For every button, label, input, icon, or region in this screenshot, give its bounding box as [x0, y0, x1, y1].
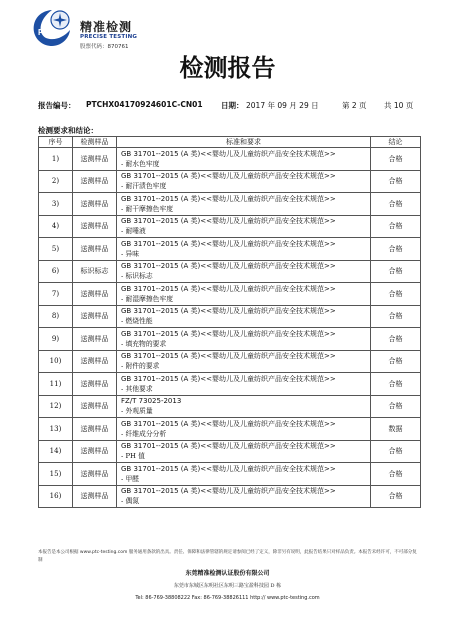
company-name: 东莞精准检测认证股份有限公司	[185, 570, 270, 577]
standard-name: GB 31701--2015 (A 类)<<婴幼儿及儿童纺织产品安全技术规范>>	[121, 149, 336, 158]
row-sample: 送测样品	[73, 283, 117, 306]
company-address: 东莞市东城区东明社区东明三路宝盈科技园 D 栋	[173, 583, 282, 589]
row-result: 合格	[371, 260, 421, 283]
test-item: - 耐唾液	[121, 227, 146, 236]
standard-name: GB 31701--2015 (A 类)<<婴幼儿及儿童纺织产品安全技术规范>>	[121, 217, 336, 226]
header-seq: 序号	[39, 137, 73, 148]
row-number: 16)	[39, 485, 73, 508]
row-sample: 送测样品	[73, 463, 117, 486]
row-number: 1)	[39, 148, 73, 171]
row-result: 合格	[371, 463, 421, 486]
header-standard: 标准和要求	[117, 137, 371, 148]
row-result: 合格	[371, 395, 421, 418]
section-title: 检测要求和结论：	[38, 126, 98, 135]
table-row	[39, 260, 421, 283]
row-standard	[117, 238, 371, 261]
row-number: 3)	[39, 193, 73, 216]
table-row	[39, 170, 421, 193]
row-sample: 送测样品	[73, 373, 117, 396]
standard-name: GB 31701--2015 (A 类)<<婴幼儿及儿童纺织产品安全技术规范>>	[121, 329, 336, 338]
test-item: - 纤维成分分析	[121, 429, 167, 438]
row-standard	[117, 395, 371, 418]
standard-name: GB 31701--2015 (A 类)<<婴幼儿及儿童纺织产品安全技术规范>>	[121, 262, 336, 271]
table-row	[39, 418, 421, 441]
row-result: 合格	[371, 373, 421, 396]
row-sample: 送测样品	[73, 350, 117, 373]
row-sample: 送测样品	[73, 395, 117, 418]
row-number: 4)	[39, 215, 73, 238]
stock-code: 股票代码：870761	[80, 44, 129, 50]
row-sample: 送测样品	[73, 328, 117, 351]
table-row	[39, 440, 421, 463]
row-number: 11)	[39, 373, 73, 396]
table-row	[39, 395, 421, 418]
standard-name: GB 31701--2015 (A 类)<<婴幼儿及儿童纺织产品安全技术规范>>	[121, 374, 336, 383]
row-result: 合格	[371, 238, 421, 261]
table-row	[39, 305, 421, 328]
test-item: - 填充物的要求	[121, 339, 167, 348]
row-sample: 标识标志	[73, 260, 117, 283]
table-row	[39, 193, 421, 216]
test-item: - 其他要求	[121, 384, 153, 393]
row-sample: 送测样品	[73, 148, 117, 171]
row-standard	[117, 463, 371, 486]
standard-name: GB 31701--2015 (A 类)<<婴幼儿及儿童纺织产品安全技术规范>>	[121, 464, 336, 473]
row-result: 合格	[371, 283, 421, 306]
table-header-row	[39, 137, 421, 148]
standard-name: GB 31701--2015 (A 类)<<婴幼儿及儿童纺织产品安全技术规范>>	[121, 194, 336, 203]
requirements-table	[38, 136, 421, 508]
test-item: - 附件的要求	[121, 362, 160, 371]
test-item: - 耐汗渍色牢度	[121, 182, 167, 191]
standard-name: GB 31701--2015 (A 类)<<婴幼儿及儿童纺织产品安全技术规范>>	[121, 284, 336, 293]
row-number: 5)	[39, 238, 73, 261]
table-row	[39, 373, 421, 396]
date-label: 日期：	[221, 101, 244, 110]
row-sample: 送测样品	[73, 485, 117, 508]
row-standard	[117, 215, 371, 238]
table-row	[39, 328, 421, 351]
row-result: 合格	[371, 148, 421, 171]
page-number: 第 2 页	[342, 101, 367, 110]
header-sample: 检测样品	[73, 137, 117, 148]
row-standard	[117, 440, 371, 463]
logo-letters: PTC	[38, 28, 54, 37]
test-item: - 耐干摩擦色牢度	[121, 204, 174, 213]
row-sample: 送测样品	[73, 238, 117, 261]
test-item: - 异味	[121, 249, 140, 258]
row-number: 7)	[39, 283, 73, 306]
test-item: - 标识标志	[121, 272, 153, 281]
test-item: - 耐湿摩擦色牢度	[121, 294, 174, 303]
test-item: - 外观质量	[121, 407, 153, 416]
row-result: 合格	[371, 170, 421, 193]
table-row	[39, 238, 421, 261]
standard-name: GB 31701--2015 (A 类)<<婴幼儿及儿童纺织产品安全技术规范>>	[121, 239, 336, 248]
header-result: 结论	[371, 137, 421, 148]
row-standard	[117, 350, 371, 373]
row-result: 合格	[371, 305, 421, 328]
standard-name: FZ/T 73025-2013	[121, 397, 182, 406]
row-number: 9)	[39, 328, 73, 351]
test-item: - PH 值	[121, 452, 145, 461]
page-title: 检测报告	[179, 53, 276, 82]
table-row	[39, 463, 421, 486]
table-row	[39, 148, 421, 171]
page-total: 共 10 页	[384, 101, 414, 110]
row-number: 8)	[39, 305, 73, 328]
table-row	[39, 283, 421, 306]
brand-name-cn: 精准检测	[80, 20, 133, 34]
standard-name: GB 31701--2015 (A 类)<<婴幼儿及儿童纺织产品安全技术规范>>	[121, 172, 336, 181]
test-item: - 耐水色牢度	[121, 159, 160, 168]
brand-name-en: PRECISE TESTING	[80, 34, 138, 40]
standard-name: GB 31701--2015 (A 类)<<婴幼儿及儿童纺织产品安全技术规范>>	[121, 419, 336, 428]
test-item: - 燃烧性能	[121, 317, 153, 326]
row-number: 2)	[39, 170, 73, 193]
row-sample: 送测样品	[73, 440, 117, 463]
row-number: 14)	[39, 440, 73, 463]
row-sample: 送测样品	[73, 215, 117, 238]
row-standard	[117, 193, 371, 216]
row-number: 10)	[39, 350, 73, 373]
row-result: 合格	[371, 485, 421, 508]
test-item: - 偶氮	[121, 497, 140, 506]
row-sample: 送测样品	[73, 305, 117, 328]
row-standard	[117, 148, 371, 171]
row-result: 合格	[371, 440, 421, 463]
row-sample: 送测样品	[73, 170, 117, 193]
standard-name: GB 31701--2015 (A 类)<<婴幼儿及儿童纺织产品安全技术规范>>	[121, 352, 336, 361]
standard-name: GB 31701--2015 (A 类)<<婴幼儿及儿童纺织产品安全技术规范>>	[121, 487, 336, 496]
ptc-logo-icon	[30, 8, 74, 48]
row-standard	[117, 418, 371, 441]
row-result: 合格	[371, 350, 421, 373]
row-standard	[117, 170, 371, 193]
company-contact: Tel: 86-769-38808222 Fax: 86-769-38826111 http:// www.ptc-testing.com	[135, 595, 320, 601]
row-result: 合格	[371, 193, 421, 216]
standard-name: GB 31701--2015 (A 类)<<婴幼儿及儿童纺织产品安全技术规范>>	[121, 307, 336, 316]
report-date: 2017 年 09 月 29 日	[246, 101, 319, 110]
row-standard	[117, 373, 371, 396]
row-result: 数据	[371, 418, 421, 441]
row-standard	[117, 305, 371, 328]
row-result: 合格	[371, 328, 421, 351]
row-number: 12)	[39, 395, 73, 418]
standard-name: GB 31701--2015 (A 类)<<婴幼儿及儿童纺织产品安全技术规范>>	[121, 442, 336, 451]
table-row	[39, 485, 421, 508]
table-row	[39, 350, 421, 373]
row-standard	[117, 328, 371, 351]
row-number: 6)	[39, 260, 73, 283]
table-row	[39, 215, 421, 238]
report-no: PTCHX04170924601C-CN01	[86, 100, 203, 109]
report-meta	[38, 100, 420, 112]
row-sample: 送测样品	[73, 193, 117, 216]
row-result: 合格	[371, 215, 421, 238]
row-number: 15)	[39, 463, 73, 486]
row-standard	[117, 485, 371, 508]
disclaimer-text: 本报告是本公司根据 www.ptc-testing.com 服务通用条款的出具。责任、保障和法律管辖的规定请参阅已经了定义，除非另有说明，此报告结果只对样品负责。本报告未经许可，不可部分复制	[38, 550, 417, 563]
row-sample: 送测样品	[73, 418, 117, 441]
company-logo	[30, 8, 160, 52]
row-standard	[117, 260, 371, 283]
row-standard	[117, 283, 371, 306]
test-item: - 甲醛	[121, 474, 140, 483]
report-no-label: 报告编号：	[38, 101, 76, 110]
row-number: 13)	[39, 418, 73, 441]
